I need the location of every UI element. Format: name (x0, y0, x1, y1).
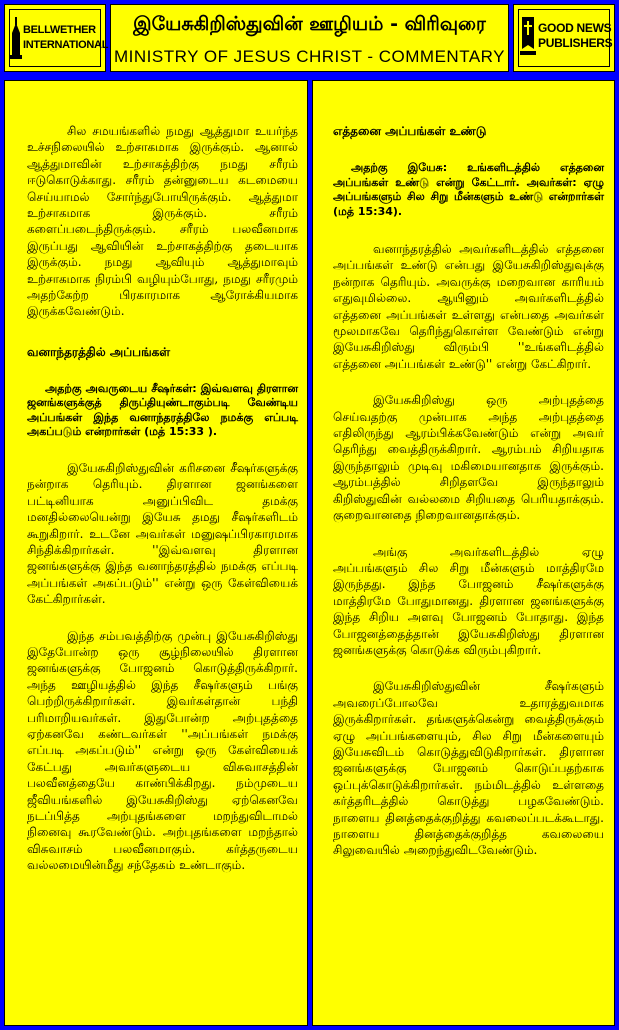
right-column (312, 80, 615, 1026)
bellwether-wordmark: BELLWETHER INTERNATIONAL (23, 24, 109, 51)
body-paragraph: இயேசுகிறிஸ்துவின் கரிசனை சீஷர்களுக்கு நன்றாக தெரியும். திரளான ஜனங்களை பட்டினியாக அனுப்பிவிட தமக்கு மனதில்லையென்று இயேசு தமது சீஷர்களிடம் கூறுகிறார். உடனே அவர்கள் மனுஷப்பிரகாரமாக சிந்திக்கிறார்கள். ''இவ்வளவு திரளான ஜனங்களுக்கு இந்த வனாந்தரத்தில் நமக்கு எப்படி அப்பங்கள் அகப்படும்'' என்று ஒரு கேள்வியைக் கேட்கிறார்கள். (27, 460, 298, 607)
body-paragraph: இயேசுகிறிஸ்துவின் சீஷர்களும் அவரைப்போலவே உதாரத்துவமாக இருக்கிறார்கள். தங்களுக்கென்று வைத்திருக்கும் ஏழு அப்பங்களையும், சில சிறு மீன்களையும் இயேசுவிடம் கொடுத்துவிடுகிறார்கள். திரளான ஜனங்களுக்கு போஜனம் கொடுப்பதற்காக ஒப்புக்கொடுக்கிறார்கள். நம்மிடத்தில் உள்ளதை கர்த்தரிடத்தில் கொடுத்து பழகவேண்டும். நாளைய தினத்தைக்குறித்து கவலைப்படக்கூடாது. நாளைய தினத்தைக்குறித்த கவலையை சிலுவையில் அறைந்துவிடவேண்டும். (333, 679, 604, 858)
good-news-logo (513, 4, 615, 72)
page-header (0, 0, 619, 76)
bellwether-logo (4, 4, 109, 72)
section-heading: வனாந்தரத்தில் அப்பங்கள் (27, 344, 171, 359)
body-paragraph: இந்த சம்பவத்திற்கு முன்பு இயேசுகிறிஸ்து இதேபோன்ற ஒரு சூழ்நிலையில் திரளான ஜனங்களுக்கு போஜனம் கொடுத்திருக்கிறார். அந்த ஊழியத்தில் இந்த சீஷர்களும் பங்கு பெற்றிருக்கிறார்கள். இவர்கள்தான் பந்தி பரிமாறியவர்கள். இதுபோன்ற அற்புதத்தை ஏற்கனவே கண்டவர்கள் ''அப்பங்கள் நமக்கு எப்படி அகப்படும்'' என்று ஒரு கேள்வியைக் கேட்பது அவர்களுடைய விசுவாசத்தின் பலவீனத்தையே காண்பிக்கிறது. நம்முடைய ஜீவியங்களில் இயேசுகிறிஸ்து ஏற்கெனவே நடப்பித்த அற்புதங்களை மறந்துவிடாமல் நினைவு கூரவேண்டும். அற்புதங்களை மறந்தால் விசுவாசம் பலவீனமாகும். கர்த்தருடைய வல்லமையின்மீது சந்தேகம் உண்டாகும். (27, 628, 298, 873)
body-paragraph: வனாந்தரத்தில் அவர்களிடத்தில் எத்தனை அப்பங்கள் உண்டு என்பது இயேசுகிறிஸ்துவுக்கு நன்றாக தெரியும். அவருக்கு மறைவான காரியம் எதுவுமில்லை. ஆயினும் அவர்களிடத்தில் எத்தனை அப்பங்கள் உள்ளது என்பதை அவர்கள் மூலமாகவே தெரிந்துகொள்ள வேண்டும் என்று இயேசுகிறிஸ்து விரும்பி ''உங்களிடத்தில் எத்தனை அப்பங்கள் உண்டு'' என்று கேட்கிறார். (333, 242, 604, 371)
book-icon (519, 15, 537, 59)
tower-icon (9, 17, 23, 61)
section-heading: எத்தனை அப்பங்கள் உண்டு (333, 124, 487, 138)
scripture-verse: அதற்கு இயேசு: உங்களிடத்தில் எத்தனை அப்பங்கள் உண்டு என்று கேட்டார். அவர்கள்: ஏழு அப்பங்களும் சில சிறு மீன்களும் உண்டு என்றார்கள் (மத் 15:34). (333, 161, 604, 218)
scripture-verse: அதற்கு அவருடைய சீஷர்கள்: இவ்வளவு திரளான ஜனங்களுக்குத் திருப்தியுண்டாகும்படி வேண்டிய அப்பங்கள் இந்த வனாந்தரத்திலே நமக்கு எப்படி அகப்படும் என்றார்கள் (மத் 15:33 ). (27, 381, 298, 439)
left-column (4, 80, 308, 1026)
intro-paragraph: சில சமயங்களில் நமது ஆத்துமா உயர்ந்த உச்சநிலையில் உற்சாகமாக இருக்கும். ஆனால் ஆத்துமாவின் உற்சாகத்திற்கு நமது சரீரம் ஈடுகொடுக்காது. சரீரம் தன்னுடைய கடமையை செய்யாமல் சோர்ந்துபோயிருக்கும். ஆத்துமா உற்சாகமாக இருக்கும். சரீரம் களைப்படைந்திருக்கும். சரீரம் பலவீனமாக இருப்பது ஆவியின் உற்சாகத்திற்கு தடையாக இருக்கும். நமது ஆவியும் ஆத்துமாவும் உற்சாகமாக நிரம்பி வழியும்போது, நமது சரீரமும் அதற்கேற்ற பிரகாரமாக ஆரோக்கியமாக இருக்கவேண்டும். (27, 124, 298, 319)
page-title-tamil: இயேசுகிறிஸ்துவின் ஊழியம் - விரிவுரை (133, 13, 486, 35)
body-paragraph: அங்கு அவர்களிடத்தில் ஏழு அப்பங்களும் சில சிறு மீன்களும் மாத்திரமே இருந்தது. இந்த போஜனம் சீஷர்களுக்கு மாத்திரமே போதுமானது. திரளான ஜனங்களுக்கு இந்த சிறிய அளவு போஜனம் போதாது. இந்த போஜனத்தைத்தான் இயேசுகிறிஸ்து திரளான ஜனங்களுக்கு கொடுக்க விரும்புகிறார். (333, 544, 604, 657)
title-banner (110, 4, 509, 72)
page-title-english: MINISTRY OF JESUS CHRIST - COMMENTARY (114, 47, 505, 66)
body-paragraph: இயேசுகிறிஸ்து ஒரு அற்புதத்தை செய்வதற்கு முன்பாக அந்த அற்புதத்தை எதிலிருந்து ஆரம்பிக்கவேண்டும் என்று அவர் தெரிந்து வைத்திருக்கிறார். ஆரம்பம் சிறியதாக இருந்தாலும் முடிவு மகிமையானதாக இருக்கும். ஆரம்பத்தில் சிறிதளவே இருந்தாலும் கிறிஸ்துவின் வல்லமை சிறியதை பெரியதாக்கும். குறைவானதை நிறைவானதாக்கும். (333, 393, 604, 523)
good-news-wordmark: GOOD NEWS PUBLISHERS (538, 21, 613, 50)
